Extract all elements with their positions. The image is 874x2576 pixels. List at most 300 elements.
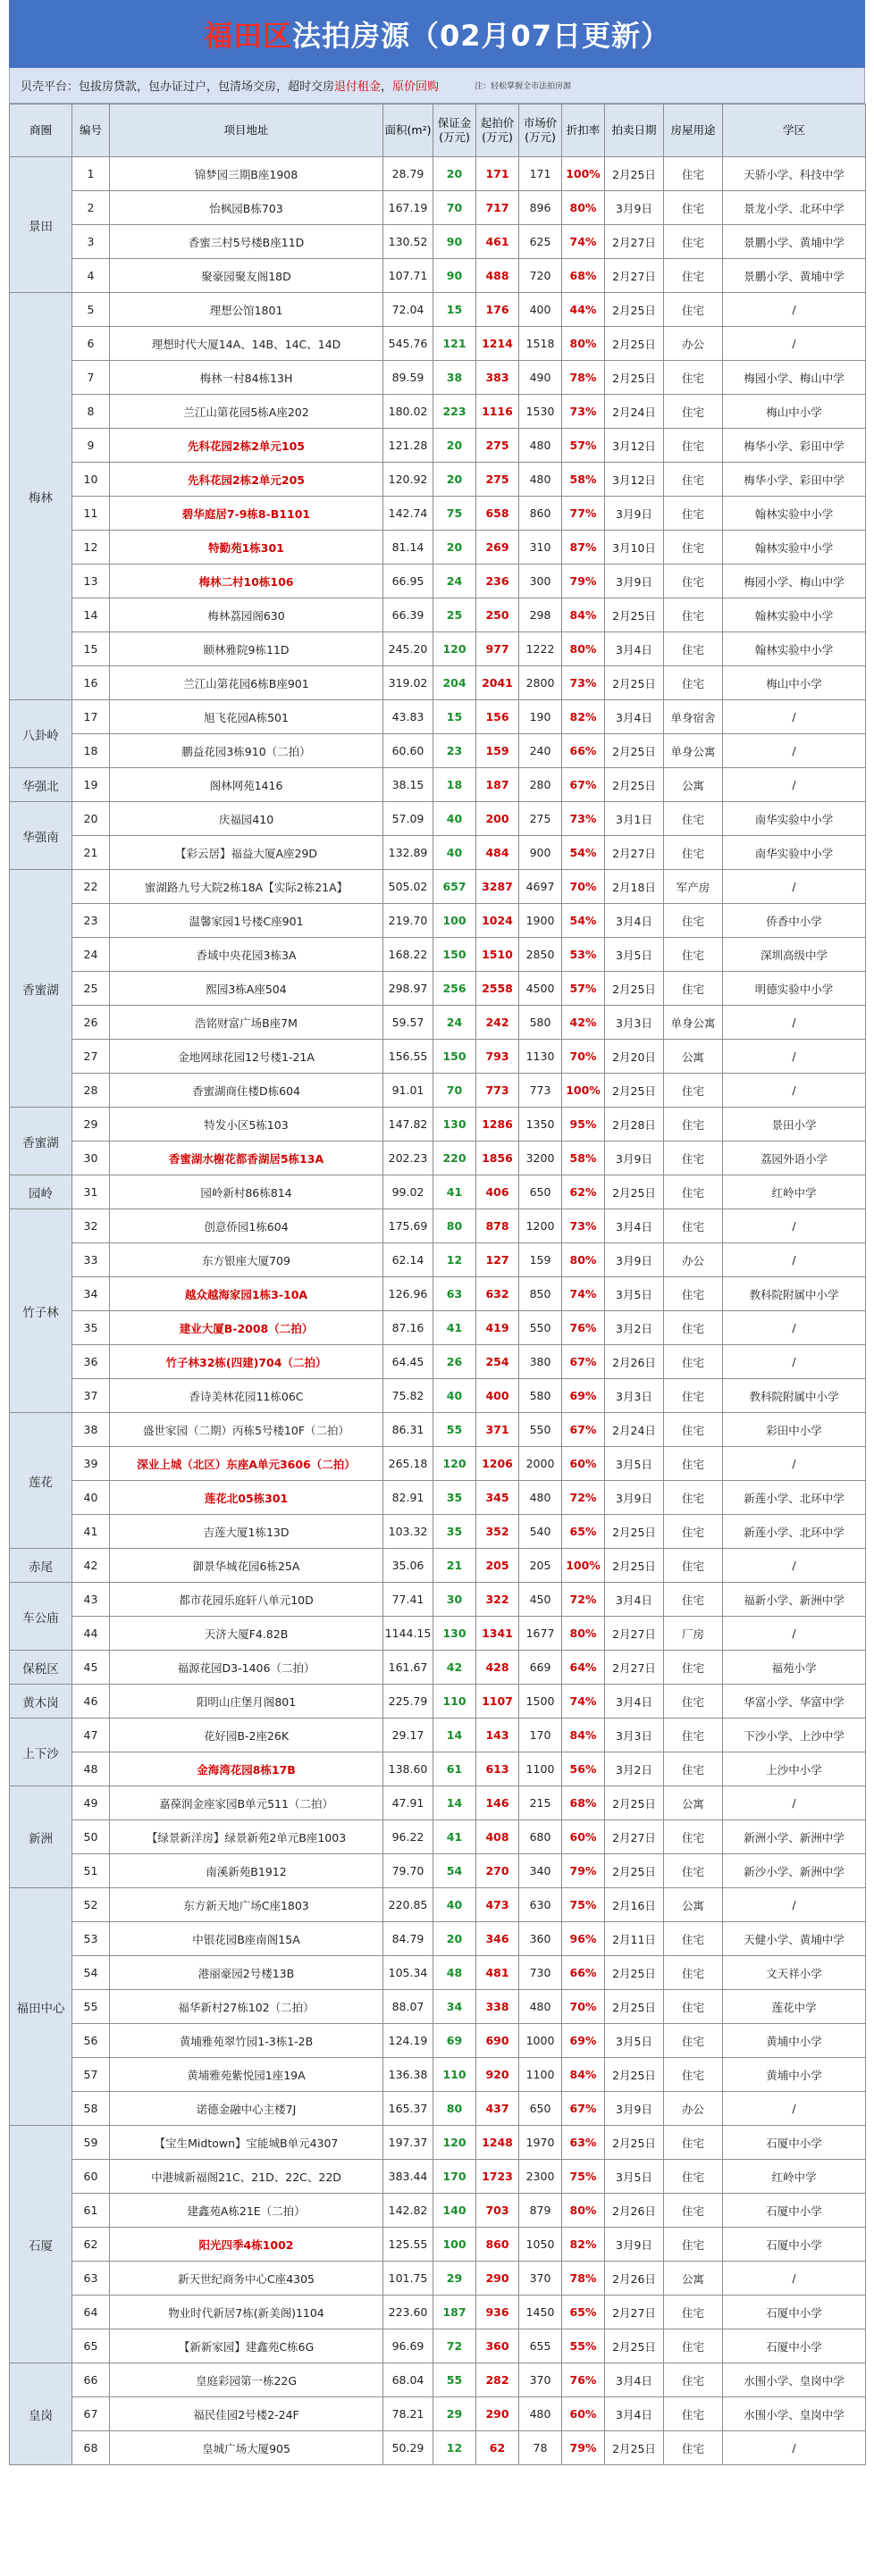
cell-start-price: 1206 — [476, 1447, 519, 1481]
cell-school: 下沙小学、上沙中学 — [723, 1719, 866, 1752]
cell-usage: 住宅 — [664, 1108, 723, 1142]
cell-no: 29 — [72, 1108, 110, 1142]
cell-market-price: 1100 — [519, 1752, 562, 1786]
col-start-price: 起拍价(万元) — [476, 105, 519, 157]
cell-area: 161.67 — [383, 1651, 433, 1685]
cell-address: 福民佳园2号楼2-24F — [110, 2397, 383, 2431]
cell-usage: 住宅 — [664, 1413, 723, 1447]
cell-auction-date: 3月9日 — [605, 497, 664, 531]
cell-area: 62.14 — [383, 1243, 433, 1277]
cell-market-price: 2800 — [519, 666, 562, 700]
cell-usage: 住宅 — [664, 2329, 723, 2363]
cell-discount: 64% — [562, 1651, 605, 1685]
cell-auction-date: 3月12日 — [605, 429, 664, 463]
cell-no: 1 — [72, 157, 110, 191]
cell-market-price: 205 — [519, 1549, 562, 1583]
table-row — [10, 700, 866, 734]
cell-auction-date: 2月27日 — [605, 2296, 664, 2329]
cell-deposit: 12 — [433, 1243, 476, 1277]
col-address: 项目地址 — [110, 105, 383, 157]
cell-deposit: 55 — [433, 2363, 476, 2397]
cell-discount: 60% — [562, 2397, 605, 2431]
cell-deposit: 63 — [433, 1277, 476, 1311]
cell-deposit: 18 — [433, 768, 476, 802]
cell-start-price: 1107 — [476, 1685, 519, 1719]
cell-auction-date: 2月25日 — [605, 1956, 664, 1990]
cell-deposit: 110 — [433, 2058, 476, 2092]
cell-address: 都市花园乐庭轩八单元10D — [110, 1583, 383, 1617]
cell-address: 理想公馆1801 — [110, 293, 383, 327]
cell-market-price: 1450 — [519, 2296, 562, 2329]
cell-usage: 住宅 — [664, 565, 723, 598]
cell-no: 40 — [72, 1481, 110, 1515]
cell-deposit: 29 — [433, 2262, 476, 2296]
table-row — [10, 2431, 866, 2465]
cell-area: 180.02 — [383, 395, 433, 429]
cell-auction-date: 3月4日 — [605, 904, 664, 938]
cell-address: 香蜜湖商住楼D栋604 — [110, 1074, 383, 1108]
region-cell: 新洲 — [10, 1786, 72, 1888]
cell-deposit: 256 — [433, 972, 476, 1006]
cell-deposit: 40 — [433, 836, 476, 870]
cell-discount: 82% — [562, 2228, 605, 2262]
cell-school: 华富小学、华富中学 — [723, 1685, 866, 1719]
cell-no: 13 — [72, 565, 110, 598]
cell-school: 红岭中学 — [723, 2160, 866, 2194]
cell-school: 福新小学、新洲中学 — [723, 1583, 866, 1617]
cell-market-price: 300 — [519, 565, 562, 598]
cell-discount: 60% — [562, 1820, 605, 1854]
cell-area: 138.60 — [383, 1752, 433, 1786]
cell-auction-date: 3月5日 — [605, 938, 664, 972]
cell-deposit: 34 — [433, 1990, 476, 2024]
cell-address: 东方新天地广场C座1803 — [110, 1888, 383, 1922]
cell-address: 熙园3栋A座504 — [110, 972, 383, 1006]
table-row — [10, 1040, 866, 1074]
table-row — [10, 2160, 866, 2194]
table-row — [10, 361, 866, 395]
cell-school: 天骄小学、科技中学 — [723, 157, 866, 191]
cell-usage: 住宅 — [664, 904, 723, 938]
cell-no: 37 — [72, 1379, 110, 1413]
cell-discount: 42% — [562, 1006, 605, 1040]
cell-auction-date: 2月25日 — [605, 1990, 664, 2024]
cell-discount: 80% — [562, 191, 605, 225]
table-row — [10, 734, 866, 768]
cell-start-price: 290 — [476, 2262, 519, 2296]
cell-deposit: 69 — [433, 2024, 476, 2058]
cell-start-price: 484 — [476, 836, 519, 870]
cell-discount: 87% — [562, 531, 605, 565]
region-cell: 福田中心 — [10, 1888, 72, 2126]
cell-start-price: 473 — [476, 1888, 519, 1922]
cell-auction-date: 2月25日 — [605, 2329, 664, 2363]
cell-school: 明德实验中小学 — [723, 972, 866, 1006]
cell-discount: 67% — [562, 768, 605, 802]
cell-discount: 63% — [562, 2126, 605, 2160]
cell-discount: 96% — [562, 1922, 605, 1956]
table-row — [10, 395, 866, 429]
cell-address: 【新新家园】建鑫苑C栋6G — [110, 2329, 383, 2363]
cell-market-price: 580 — [519, 1379, 562, 1413]
cell-start-price: 1024 — [476, 904, 519, 938]
cell-no: 66 — [72, 2363, 110, 2397]
cell-area: 225.79 — [383, 1685, 433, 1719]
cell-address: 御景华城花园6栋25A — [110, 1549, 383, 1583]
cell-area: 47.91 — [383, 1786, 433, 1820]
cell-usage: 住宅 — [664, 1820, 723, 1854]
table-row — [10, 904, 866, 938]
cell-school: / — [723, 1243, 866, 1277]
cell-start-price: 383 — [476, 361, 519, 395]
cell-area: 156.55 — [383, 1040, 433, 1074]
cell-school: 黄埔中小学 — [723, 2058, 866, 2092]
region-cell: 华强南 — [10, 802, 72, 870]
table-row — [10, 1549, 866, 1583]
cell-auction-date: 2月25日 — [605, 1786, 664, 1820]
cell-no: 32 — [72, 1209, 110, 1243]
notice-buyback: 原价回购 — [392, 80, 440, 94]
cell-market-price: 340 — [519, 1854, 562, 1888]
table-row — [10, 429, 866, 463]
cell-discount: 80% — [562, 632, 605, 666]
cell-no: 11 — [72, 497, 110, 531]
cell-market-price: 1677 — [519, 1617, 562, 1651]
cell-no: 41 — [72, 1515, 110, 1549]
cell-area: 64.45 — [383, 1345, 433, 1379]
cell-area: 202.23 — [383, 1142, 433, 1175]
cell-market-price: 630 — [519, 1888, 562, 1922]
cell-market-price: 360 — [519, 1922, 562, 1956]
cell-no: 9 — [72, 429, 110, 463]
table-row — [10, 2363, 866, 2397]
cell-market-price: 2850 — [519, 938, 562, 972]
cell-area: 72.04 — [383, 293, 433, 327]
cell-auction-date: 2月25日 — [605, 2058, 664, 2092]
cell-market-price: 1200 — [519, 1209, 562, 1243]
cell-deposit: 20 — [433, 1922, 476, 1956]
table-row — [10, 2329, 866, 2363]
cell-area: 66.39 — [383, 598, 433, 632]
cell-school: 梅园小学、梅山中学 — [723, 361, 866, 395]
cell-usage: 住宅 — [664, 2431, 723, 2465]
region-cell: 八卦岭 — [10, 700, 72, 768]
platform-notice — [9, 68, 865, 104]
cell-no: 39 — [72, 1447, 110, 1481]
cell-start-price: 171 — [476, 157, 519, 191]
cell-usage: 单身公寓 — [664, 1006, 723, 1040]
cell-no: 25 — [72, 972, 110, 1006]
cell-usage: 军产房 — [664, 870, 723, 904]
table-row — [10, 870, 866, 904]
table-row — [10, 1311, 866, 1345]
cell-deposit: 14 — [433, 1786, 476, 1820]
cell-deposit: 80 — [433, 1209, 476, 1243]
cell-address: 港丽豪园2号楼13B — [110, 1956, 383, 1990]
cell-market-price: 1100 — [519, 2058, 562, 2092]
table-row — [10, 497, 866, 531]
cell-address: 庆福园410 — [110, 802, 383, 836]
table-row — [10, 1006, 866, 1040]
cell-market-price: 550 — [519, 1413, 562, 1447]
cell-area: 96.22 — [383, 1820, 433, 1854]
cell-discount: 80% — [562, 2194, 605, 2228]
cell-address: 东方银座大厦709 — [110, 1243, 383, 1277]
table-row — [10, 1481, 866, 1515]
cell-area: 167.19 — [383, 191, 433, 225]
cell-auction-date: 2月27日 — [605, 1820, 664, 1854]
cell-address: 聚豪园聚友阁18D — [110, 259, 383, 293]
cell-market-price: 280 — [519, 768, 562, 802]
cell-school: 新莲小学、北环中学 — [723, 1515, 866, 1549]
cell-school: 梅山中小学 — [723, 666, 866, 700]
cell-address: 特发小区5栋103 — [110, 1108, 383, 1142]
cell-auction-date: 3月9日 — [605, 2228, 664, 2262]
cell-start-price: 275 — [476, 429, 519, 463]
cell-school: / — [723, 1549, 866, 1583]
cell-no: 33 — [72, 1243, 110, 1277]
region-cell: 竹子林 — [10, 1209, 72, 1413]
table-row — [10, 2058, 866, 2092]
cell-start-price: 200 — [476, 802, 519, 836]
cell-no: 55 — [72, 1990, 110, 2024]
cell-auction-date: 2月25日 — [605, 293, 664, 327]
cell-area: 220.85 — [383, 1888, 433, 1922]
cell-discount: 57% — [562, 972, 605, 1006]
cell-start-price: 360 — [476, 2329, 519, 2363]
cell-no: 57 — [72, 2058, 110, 2092]
cell-school: 景鹏小学、黄埔中学 — [723, 259, 866, 293]
cell-start-price: 270 — [476, 1854, 519, 1888]
cell-no: 45 — [72, 1651, 110, 1685]
cell-usage: 住宅 — [664, 2126, 723, 2160]
cell-market-price: 730 — [519, 1956, 562, 1990]
cell-school: 石厦中小学 — [723, 2126, 866, 2160]
cell-auction-date: 2月28日 — [605, 1108, 664, 1142]
cell-discount: 74% — [562, 225, 605, 259]
cell-usage: 住宅 — [664, 1142, 723, 1175]
cell-market-price: 4697 — [519, 870, 562, 904]
cell-area: 88.07 — [383, 1990, 433, 2024]
cell-usage: 住宅 — [664, 1956, 723, 1990]
cell-area: 265.18 — [383, 1447, 433, 1481]
cell-market-price: 310 — [519, 531, 562, 565]
cell-usage: 住宅 — [664, 972, 723, 1006]
col-discount: 折扣率 — [562, 105, 605, 157]
cell-auction-date: 3月4日 — [605, 2397, 664, 2431]
cell-auction-date: 2月25日 — [605, 1515, 664, 1549]
cell-no: 61 — [72, 2194, 110, 2228]
cell-auction-date: 2月11日 — [605, 1922, 664, 1956]
cell-school: / — [723, 1617, 866, 1651]
cell-auction-date: 3月2日 — [605, 1752, 664, 1786]
cell-address: 诺德金融中心主楼7J — [110, 2092, 383, 2126]
cell-no: 65 — [72, 2329, 110, 2363]
cell-auction-date: 2月25日 — [605, 1854, 664, 1888]
cell-school: 梅山中小学 — [723, 395, 866, 429]
cell-school: 翰林实验中小学 — [723, 632, 866, 666]
cell-area: 107.71 — [383, 259, 433, 293]
cell-address: 新天世纪商务中心C座4305 — [110, 2262, 383, 2296]
cell-auction-date: 3月12日 — [605, 463, 664, 497]
cell-market-price: 480 — [519, 2397, 562, 2431]
listing-rows — [10, 157, 866, 2465]
cell-discount: 55% — [562, 2329, 605, 2363]
cell-no: 62 — [72, 2228, 110, 2262]
title-district: 福田区 — [203, 19, 292, 53]
cell-usage: 住宅 — [664, 2397, 723, 2431]
cell-start-price: 878 — [476, 1209, 519, 1243]
cell-start-price: 275 — [476, 463, 519, 497]
region-cell: 赤尾 — [10, 1549, 72, 1583]
cell-start-price: 1723 — [476, 2160, 519, 2194]
col-area: 面积(m²) — [383, 105, 433, 157]
cell-discount: 67% — [562, 2092, 605, 2126]
cell-auction-date: 3月9日 — [605, 2092, 664, 2126]
table-row — [10, 1345, 866, 1379]
cell-start-price: 632 — [476, 1277, 519, 1311]
cell-no: 2 — [72, 191, 110, 225]
cell-start-price: 146 — [476, 1786, 519, 1820]
cell-discount: 79% — [562, 1854, 605, 1888]
cell-market-price: 170 — [519, 1719, 562, 1752]
table-row — [10, 225, 866, 259]
cell-discount: 73% — [562, 802, 605, 836]
cell-deposit: 15 — [433, 700, 476, 734]
col-auction-date: 拍卖日期 — [605, 105, 664, 157]
cell-usage: 公寓 — [664, 1786, 723, 1820]
cell-address: 黄埔雅苑翠竹园1-3栋1-2B — [110, 2024, 383, 2058]
cell-market-price: 680 — [519, 1820, 562, 1854]
cell-address: 阳光四季4栋1002 — [110, 2228, 383, 2262]
cell-deposit: 120 — [433, 2126, 476, 2160]
cell-discount: 80% — [562, 1243, 605, 1277]
cell-auction-date: 2月25日 — [605, 2126, 664, 2160]
cell-area: 197.37 — [383, 2126, 433, 2160]
cell-start-price: 400 — [476, 1379, 519, 1413]
cell-market-price: 879 — [519, 2194, 562, 2228]
region-cell: 香蜜湖 — [10, 1108, 72, 1175]
cell-discount: 77% — [562, 497, 605, 531]
cell-school: 彩田中小学 — [723, 1413, 866, 1447]
cell-discount: 100% — [562, 157, 605, 191]
cell-school: 新洲小学、新洲中学 — [723, 1820, 866, 1854]
cell-market-price: 78 — [519, 2431, 562, 2465]
cell-area: 96.69 — [383, 2329, 433, 2363]
cell-no: 8 — [72, 395, 110, 429]
cell-market-price: 4500 — [519, 972, 562, 1006]
table-row — [10, 565, 866, 598]
cell-area: 168.22 — [383, 938, 433, 972]
cell-discount: 84% — [562, 1719, 605, 1752]
cell-market-price: 720 — [519, 259, 562, 293]
cell-address: 兰江山第花园6栋B座901 — [110, 666, 383, 700]
cell-auction-date: 2月27日 — [605, 1617, 664, 1651]
cell-no: 46 — [72, 1685, 110, 1719]
table-row — [10, 1651, 866, 1685]
cell-auction-date: 2月25日 — [605, 1549, 664, 1583]
cell-no: 5 — [72, 293, 110, 327]
cell-market-price: 450 — [519, 1583, 562, 1617]
cell-address: 创意侨园1栋604 — [110, 1209, 383, 1243]
cell-address: 浩铭财富广场B座7M — [110, 1006, 383, 1040]
cell-start-price: 1341 — [476, 1617, 519, 1651]
cell-start-price: 1248 — [476, 2126, 519, 2160]
table-row — [10, 1142, 866, 1175]
cell-auction-date: 2月25日 — [605, 361, 664, 395]
cell-area: 130.52 — [383, 225, 433, 259]
cell-market-price: 215 — [519, 1786, 562, 1820]
cell-auction-date: 3月10日 — [605, 531, 664, 565]
cell-start-price: 419 — [476, 1311, 519, 1345]
cell-area: 165.37 — [383, 2092, 433, 2126]
cell-address: 皇城广场大厦905 — [110, 2431, 383, 2465]
table-row — [10, 293, 866, 327]
cell-no: 44 — [72, 1617, 110, 1651]
cell-auction-date: 3月5日 — [605, 2024, 664, 2058]
cell-school: / — [723, 327, 866, 361]
cell-start-price: 1856 — [476, 1142, 519, 1175]
table-row — [10, 632, 866, 666]
cell-market-price: 480 — [519, 429, 562, 463]
cell-start-price: 437 — [476, 2092, 519, 2126]
cell-auction-date: 3月4日 — [605, 1685, 664, 1719]
cell-deposit: 120 — [433, 1447, 476, 1481]
cell-usage: 住宅 — [664, 1990, 723, 2024]
cell-address: 【彩云居】福益大厦A座29D — [110, 836, 383, 870]
cell-school: / — [723, 870, 866, 904]
cell-start-price: 920 — [476, 2058, 519, 2092]
cell-market-price: 540 — [519, 1515, 562, 1549]
title-date: （02月07日更新） — [409, 19, 671, 53]
col-region: 商圈 — [10, 105, 72, 157]
cell-discount: 74% — [562, 1685, 605, 1719]
cell-address: 特勤苑1栋301 — [110, 531, 383, 565]
cell-discount: 69% — [562, 2024, 605, 2058]
cell-discount: 73% — [562, 1209, 605, 1243]
table-row — [10, 1990, 866, 2024]
cell-usage: 住宅 — [664, 666, 723, 700]
cell-area: 43.83 — [383, 700, 433, 734]
cell-discount: 75% — [562, 2160, 605, 2194]
cell-deposit: 20 — [433, 463, 476, 497]
cell-school: 景龙小学、北环中学 — [723, 191, 866, 225]
table-row — [10, 157, 866, 191]
cell-auction-date: 3月4日 — [605, 1583, 664, 1617]
cell-school: 天健小学、黄埔中学 — [723, 1922, 866, 1956]
cell-auction-date: 2月25日 — [605, 598, 664, 632]
cell-usage: 住宅 — [664, 1515, 723, 1549]
cell-deposit: 70 — [433, 191, 476, 225]
cell-address: 锦梦园三期B座1908 — [110, 157, 383, 191]
cell-auction-date: 3月4日 — [605, 632, 664, 666]
cell-area: 87.16 — [383, 1311, 433, 1345]
cell-market-price: 896 — [519, 191, 562, 225]
cell-usage: 办公 — [664, 327, 723, 361]
cell-address: 物业时代新居7栋(新美阁)1104 — [110, 2296, 383, 2329]
cell-market-price: 275 — [519, 802, 562, 836]
cell-area: 545.76 — [383, 327, 433, 361]
cell-market-price: 171 — [519, 157, 562, 191]
table-row — [10, 1379, 866, 1413]
cell-deposit: 90 — [433, 225, 476, 259]
cell-deposit: 29 — [433, 2397, 476, 2431]
cell-area: 86.31 — [383, 1413, 433, 1447]
cell-no: 26 — [72, 1006, 110, 1040]
cell-no: 16 — [72, 666, 110, 700]
cell-no: 38 — [72, 1413, 110, 1447]
cell-no: 22 — [72, 870, 110, 904]
